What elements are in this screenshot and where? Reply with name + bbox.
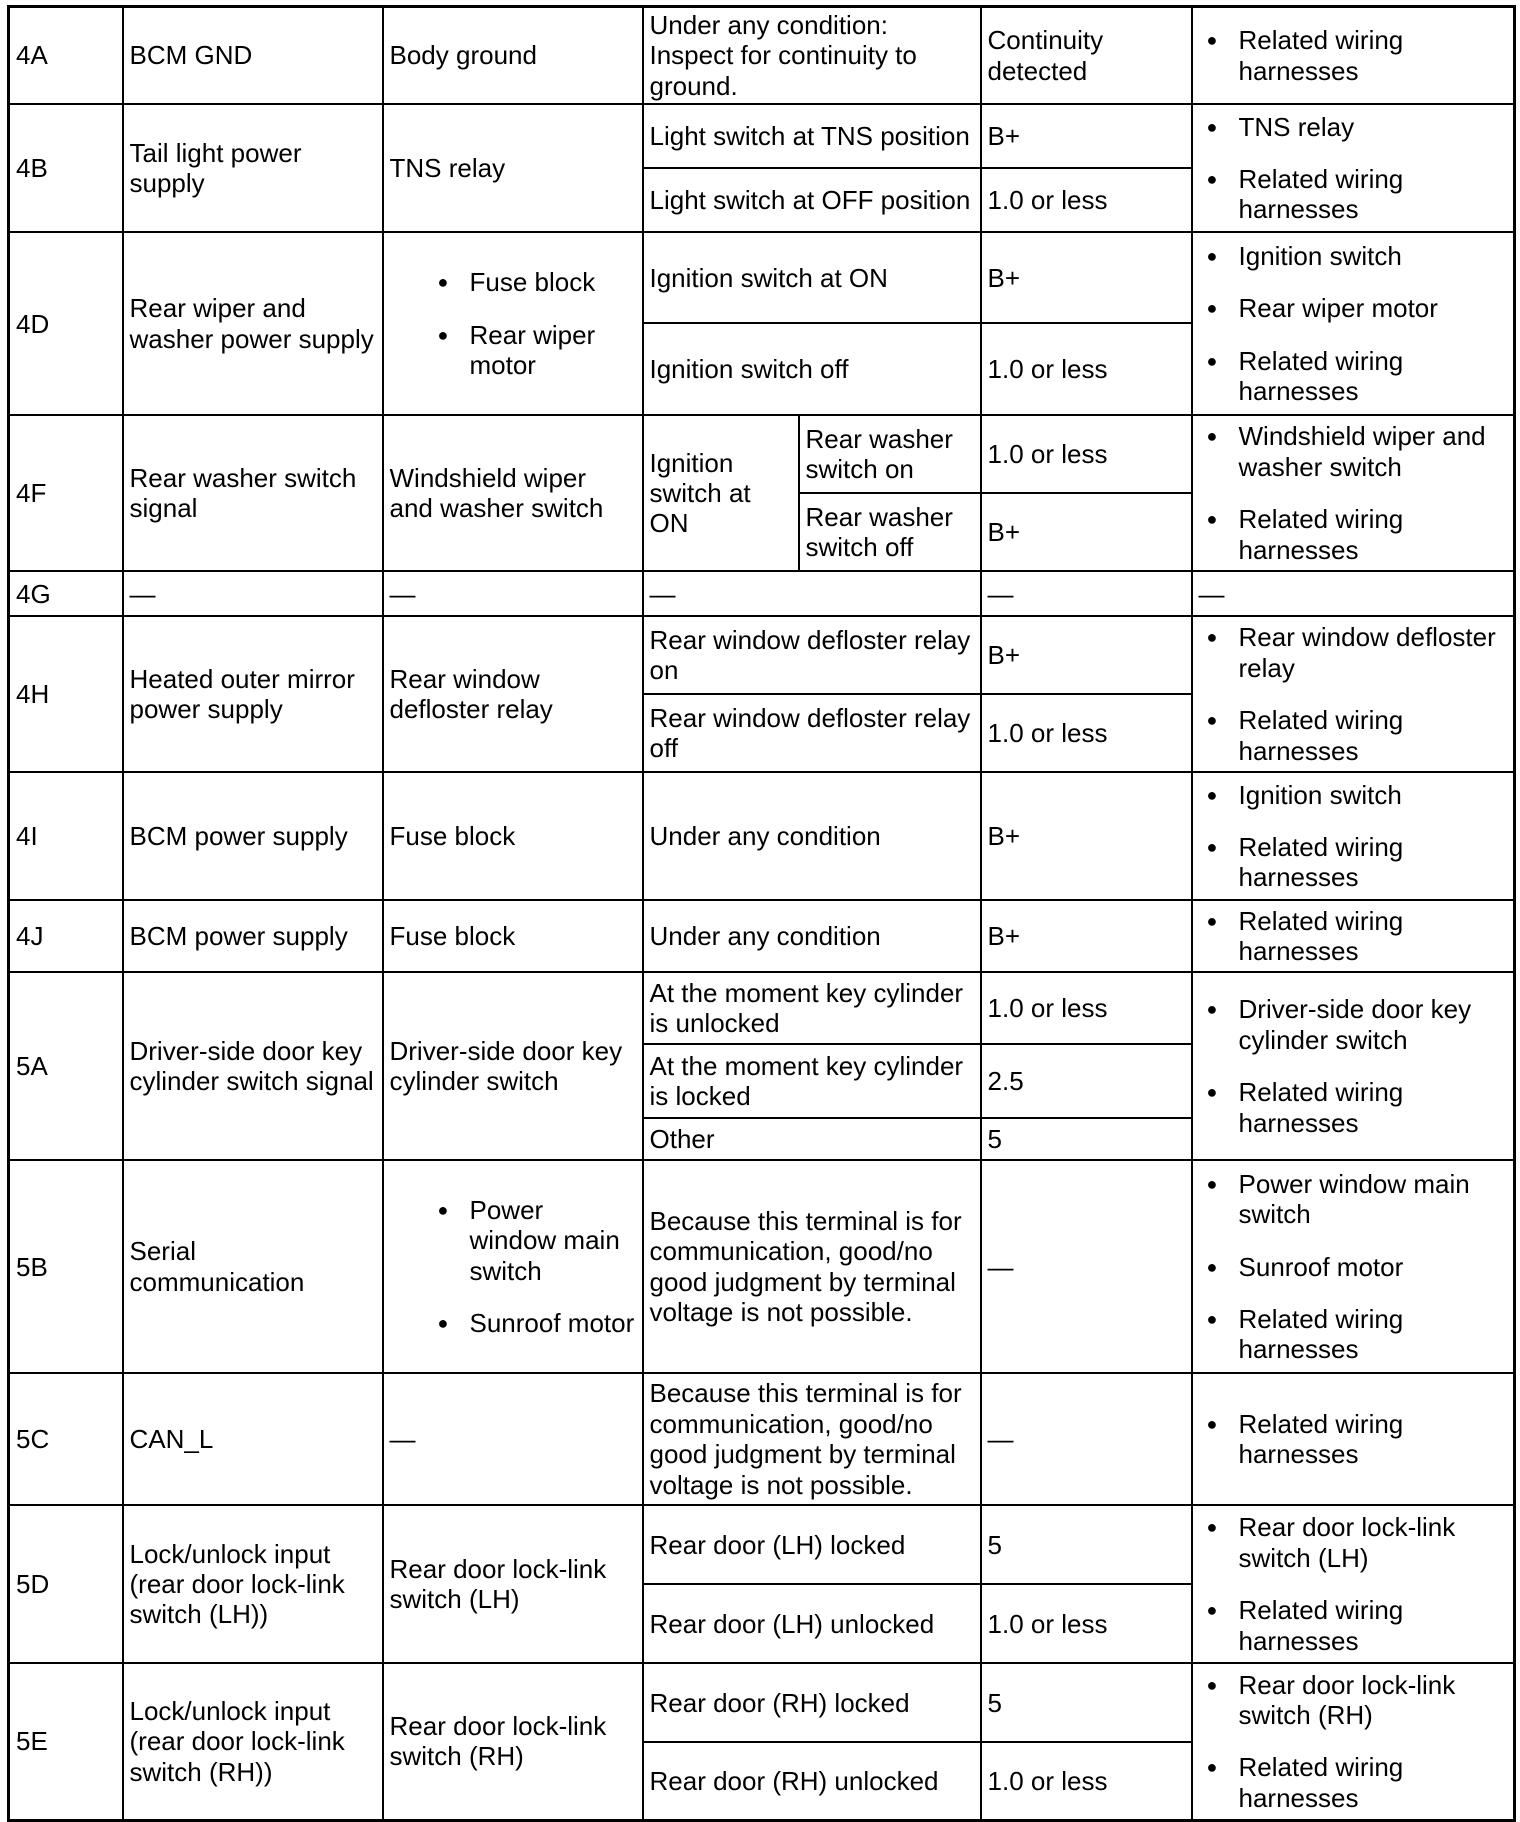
check-item: ● Ignition switch — [1239, 241, 1508, 271]
signal-name-cell: CAN_L — [123, 1373, 383, 1505]
table-row — [9, 1663, 1515, 1742]
condition-cell: Under any condition — [643, 772, 981, 900]
terminal-cell: 5A — [9, 972, 123, 1160]
connected-to-cell: Windshield wiper and washer switch — [383, 415, 643, 571]
condition-cell: — — [643, 571, 981, 616]
connected-to-cell: — — [383, 571, 643, 616]
condition-cell: At the moment key cylinder is unlocked — [643, 972, 981, 1044]
check-item: ● Related wiring harnesses — [1239, 705, 1508, 766]
check-item: ● Related wiring harnesses — [1239, 25, 1508, 86]
table-row — [9, 7, 1515, 105]
connected-to-cell — [383, 1160, 643, 1373]
check-item: ● Related wiring harnesses — [1239, 1409, 1508, 1470]
value-cell: 5 — [981, 1118, 1192, 1160]
value-cell: B+ — [981, 232, 1192, 323]
check-item: ● Related wiring harnesses — [1239, 1077, 1508, 1138]
check-item: ● Sunroof motor — [1239, 1252, 1508, 1282]
connected-to-cell: Fuse block — [383, 900, 643, 972]
signal-name-cell: — — [123, 571, 383, 616]
check-item: ● Related wiring harnesses — [1239, 504, 1508, 565]
terminal-inspection-table — [7, 5, 1516, 1822]
condition-cell: Other — [643, 1118, 981, 1160]
value-cell: 2.5 — [981, 1044, 1192, 1118]
condition-cell: Rear window defloster relay on — [643, 616, 981, 694]
condition-cell: Rear door (RH) unlocked — [643, 1742, 981, 1820]
condition-cell: Rear window defloster relay off — [643, 694, 981, 772]
signal-name-cell: Serial communication — [123, 1160, 383, 1373]
signal-name-cell: Driver-side door key cylinder switch signal — [123, 972, 383, 1160]
signal-name-cell: Lock/unlock input (rear door lock-link switch (LH)) — [123, 1505, 383, 1663]
terminal-cell: 5D — [9, 1505, 123, 1663]
connected-to-cell: Body ground — [383, 7, 643, 105]
table-row — [9, 900, 1515, 972]
connected-item: ● Power window main switch — [470, 1195, 636, 1286]
terminal-cell: 5E — [9, 1663, 123, 1820]
value-cell: 1.0 or less — [981, 1742, 1192, 1820]
check-item: ● Windshield wiper and washer switch — [1239, 421, 1508, 482]
connected-to-cell: Driver-side door key cylinder switch — [383, 972, 643, 1160]
condition-cell: Ignition switch at ON — [643, 232, 981, 323]
check-item-cell — [1192, 1663, 1515, 1820]
value-cell: 1.0 or less — [981, 694, 1192, 772]
value-cell: 1.0 or less — [981, 1584, 1192, 1663]
condition-cell: Under any condition — [643, 900, 981, 972]
check-item: ● Rear window defloster relay — [1239, 622, 1508, 683]
signal-name-cell: Heated outer mirror power supply — [123, 616, 383, 772]
terminal-cell: 4I — [9, 772, 123, 900]
value-cell: B+ — [981, 493, 1192, 571]
condition-cell: At the moment key cylinder is locked — [643, 1044, 981, 1118]
check-item-cell — [1192, 415, 1515, 571]
check-item: ● Driver-side door key cylinder switch — [1239, 994, 1508, 1055]
check-item-cell — [1192, 972, 1515, 1160]
connected-item: ● Sunroof motor — [470, 1308, 636, 1338]
connected-to-cell: Fuse block — [383, 772, 643, 900]
connected-to-cell: Rear window defloster relay — [383, 616, 643, 772]
terminal-cell: 4A — [9, 7, 123, 105]
condition-cell: Rear door (RH) locked — [643, 1663, 981, 1742]
check-item: ● Ignition switch — [1239, 780, 1508, 810]
terminal-cell: 4J — [9, 900, 123, 972]
terminal-cell: 4B — [9, 104, 123, 232]
signal-name-cell: Lock/unlock input (rear door lock-link switch (RH)) — [123, 1663, 383, 1820]
value-cell: Continuity detected — [981, 7, 1192, 105]
terminal-cell: 4D — [9, 232, 123, 415]
signal-name-cell: BCM power supply — [123, 772, 383, 900]
table-row — [9, 104, 1515, 168]
connected-to-cell: Rear door lock-link switch (RH) — [383, 1663, 643, 1820]
check-item: ● Related wiring harnesses — [1239, 1752, 1508, 1813]
check-item-cell — [1192, 232, 1515, 415]
signal-name-cell: Rear wiper and washer power supply — [123, 232, 383, 415]
check-item: ● TNS relay — [1239, 112, 1508, 142]
check-item-cell — [1192, 7, 1515, 105]
check-item-cell — [1192, 900, 1515, 972]
condition-cell: Because this terminal is for communication, good/no good judgment by terminal voltage is not possible. — [643, 1373, 981, 1505]
table-row — [9, 1373, 1515, 1505]
check-item-cell: — — [1192, 571, 1515, 616]
table-row — [9, 1160, 1515, 1373]
signal-name-cell: BCM GND — [123, 7, 383, 105]
check-item-cell — [1192, 1505, 1515, 1663]
check-item-cell — [1192, 616, 1515, 772]
value-cell: — — [981, 1373, 1192, 1505]
value-cell: B+ — [981, 900, 1192, 972]
table-row — [9, 1505, 1515, 1584]
check-item: ● Related wiring harnesses — [1239, 906, 1508, 967]
terminal-cell: 5C — [9, 1373, 123, 1505]
value-cell: B+ — [981, 772, 1192, 900]
condition-cell: Because this terminal is for communication, good/no good judgment by terminal voltage is not possible. — [643, 1160, 981, 1373]
value-cell: 1.0 or less — [981, 972, 1192, 1044]
terminal-inspection-sheet — [7, 5, 1513, 1813]
signal-name-cell: Rear washer switch signal — [123, 415, 383, 571]
connected-to-cell: — — [383, 1373, 643, 1505]
check-item: ● Related wiring harnesses — [1239, 832, 1508, 893]
value-cell: 1.0 or less — [981, 323, 1192, 415]
check-item-cell — [1192, 772, 1515, 900]
value-cell: 5 — [981, 1505, 1192, 1584]
check-item-cell — [1192, 1160, 1515, 1373]
check-item: ● Related wiring harnesses — [1239, 1304, 1508, 1365]
value-cell: 1.0 or less — [981, 168, 1192, 232]
table-row — [9, 232, 1515, 323]
terminal-cell: 4H — [9, 616, 123, 772]
condition-cell: Light switch at TNS position — [643, 104, 981, 168]
terminal-cell: 4F — [9, 415, 123, 571]
condition-cell: Ignition switch off — [643, 323, 981, 415]
value-cell: 5 — [981, 1663, 1192, 1742]
condition-cell: Rear washer switch on — [799, 415, 981, 493]
table-row — [9, 415, 1515, 493]
signal-name-cell: Tail light power supply — [123, 104, 383, 232]
value-cell: B+ — [981, 616, 1192, 694]
check-item: ● Power window main switch — [1239, 1169, 1508, 1230]
terminal-cell: 5B — [9, 1160, 123, 1373]
table-row — [9, 772, 1515, 900]
check-item: ● Rear door lock-link switch (RH) — [1239, 1670, 1508, 1731]
value-cell: B+ — [981, 104, 1192, 168]
value-cell: — — [981, 571, 1192, 616]
check-item: ● Related wiring harnesses — [1239, 1595, 1508, 1656]
condition-cell: Rear door (LH) unlocked — [643, 1584, 981, 1663]
connected-to-cell: Rear door lock-link switch (LH) — [383, 1505, 643, 1663]
value-cell: — — [981, 1160, 1192, 1373]
connected-to-cell: TNS relay — [383, 104, 643, 232]
signal-name-cell: BCM power supply — [123, 900, 383, 972]
check-item: ● Related wiring harnesses — [1239, 164, 1508, 225]
check-item-cell — [1192, 1373, 1515, 1505]
condition-cell: Light switch at OFF position — [643, 168, 981, 232]
table-row — [9, 571, 1515, 616]
table-row — [9, 972, 1515, 1044]
check-item: ● Related wiring harnesses — [1239, 346, 1508, 407]
condition-cell: Under any condition: Inspect for continuity to ground. — [643, 7, 981, 105]
connected-to-cell — [383, 232, 643, 415]
connected-item: ● Rear wiper motor — [470, 320, 636, 381]
condition-cell: Rear washer switch off — [799, 493, 981, 571]
connected-item: ● Fuse block — [470, 267, 636, 297]
check-item: ● Rear wiper motor — [1239, 293, 1508, 323]
check-item-cell — [1192, 104, 1515, 232]
check-item: ● Rear door lock-link switch (LH) — [1239, 1512, 1508, 1573]
terminal-cell: 4G — [9, 571, 123, 616]
table-row — [9, 616, 1515, 694]
condition-cell: Rear door (LH) locked — [643, 1505, 981, 1584]
condition-main-cell: Ignition switch at ON — [643, 415, 799, 571]
value-cell: 1.0 or less — [981, 415, 1192, 493]
